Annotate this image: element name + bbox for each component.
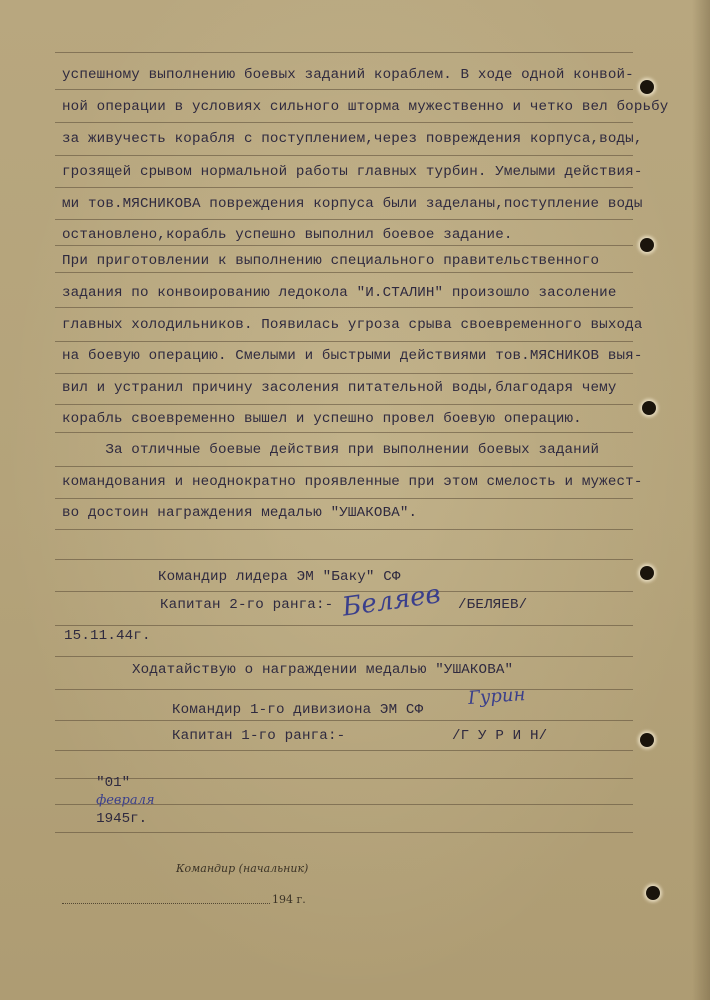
body-line: главных холодильников. Появилась угроза срыва своевременного выхода: [62, 317, 643, 333]
ruled-line: [55, 466, 633, 467]
body-line: ми тов.МЯСНИКОВА повреждения корпуса были заделаны,поступление воды: [62, 196, 643, 212]
ruled-line: [55, 404, 633, 405]
body-line: во достоин награждения медалью "УШАКОВА".: [62, 505, 418, 521]
signatory-name: /БЕЛЯЕВ/: [458, 597, 528, 613]
body-line: на боевую операцию. Смелыми и быстрыми действиями тов.МЯСНИКОВ выя-: [62, 348, 643, 364]
body-line: успешному выполнению боевых заданий кораблем. В ходе одной конвой-: [62, 67, 634, 83]
body-line: остановлено,корабль успешно выполнил боевое задание.: [62, 227, 513, 243]
document-date: 15.11.44г.: [64, 628, 151, 644]
handwritten-signature: Гурин: [467, 684, 527, 709]
ruled-line: [55, 559, 633, 560]
body-line: вил и устранил причину засоления питательной воды,благодаря чему: [62, 380, 617, 396]
commander-line: Командир 1-го дивизиона ЭМ СФ: [172, 702, 424, 718]
ruled-line: [55, 529, 633, 530]
body-line: за живучесть корабля с поступлением,через повреждения корпуса,воды,: [62, 131, 643, 147]
ruled-line: [55, 625, 633, 626]
ruled-line: [55, 689, 633, 690]
form-date-blank: [62, 903, 270, 904]
ruled-line: [55, 341, 633, 342]
form-year: 194 г.: [272, 893, 306, 906]
punch-hole: [640, 566, 654, 580]
ruled-line: [55, 187, 633, 188]
body-line: корабль своевременно вышел и успешно провел боевую операцию.: [62, 411, 582, 427]
body-line: грозящей срывом нормальной работы главных турбин. Умелыми действия-: [62, 164, 643, 180]
ruled-line: [55, 307, 633, 308]
ruled-line: [55, 245, 633, 246]
punch-hole: [640, 238, 654, 252]
handwritten-signature: Беляев: [340, 579, 443, 623]
punch-hole: [642, 401, 656, 415]
date-month: февраля: [96, 793, 155, 808]
date-day: "01": [96, 775, 131, 791]
ruled-line: [55, 272, 633, 273]
ruled-line: [55, 52, 633, 53]
body-line: командования и неоднократно проявленные при этом смелость и мужест-: [62, 474, 643, 490]
ruled-line: [55, 432, 633, 433]
petition-line: Ходатайствую о награждении медалью "УШАКОВА": [132, 662, 514, 678]
signatory-name: /Г У Р И Н/: [452, 728, 548, 744]
body-line: задания по конвоированию ледокола "И.СТАЛИН" произошло засоление: [62, 285, 617, 301]
page-edge-shadow: [692, 0, 710, 1000]
punch-hole: [640, 80, 654, 94]
ruled-line: [55, 750, 633, 751]
commander-line: Командир лидера ЭМ "Баку" СФ: [158, 569, 401, 585]
ruled-line: [55, 219, 633, 220]
ruled-line: [55, 498, 633, 499]
form-label: Командир (начальник): [176, 862, 309, 875]
document-date: [62, 756, 154, 846]
date-year: 1945г.: [96, 811, 148, 827]
rank-line: Капитан 2-го ранга:-: [160, 597, 334, 613]
body-line: При приготовлении к выполнению специального правительственного: [62, 253, 600, 269]
ruled-line: [55, 656, 633, 657]
ruled-line: [55, 373, 633, 374]
body-line: ной операции в условиях сильного шторма мужественно и четко вел борьбу: [62, 99, 669, 115]
ruled-line: [55, 122, 633, 123]
ruled-line: [55, 720, 633, 721]
body-line: За отличные боевые действия при выполнении боевых заданий: [62, 442, 600, 458]
rank-line: Капитан 1-го ранга:-: [172, 728, 346, 744]
ruled-line: [55, 155, 633, 156]
punch-hole: [646, 886, 660, 900]
ruled-line: [55, 89, 633, 90]
punch-hole: [640, 733, 654, 747]
